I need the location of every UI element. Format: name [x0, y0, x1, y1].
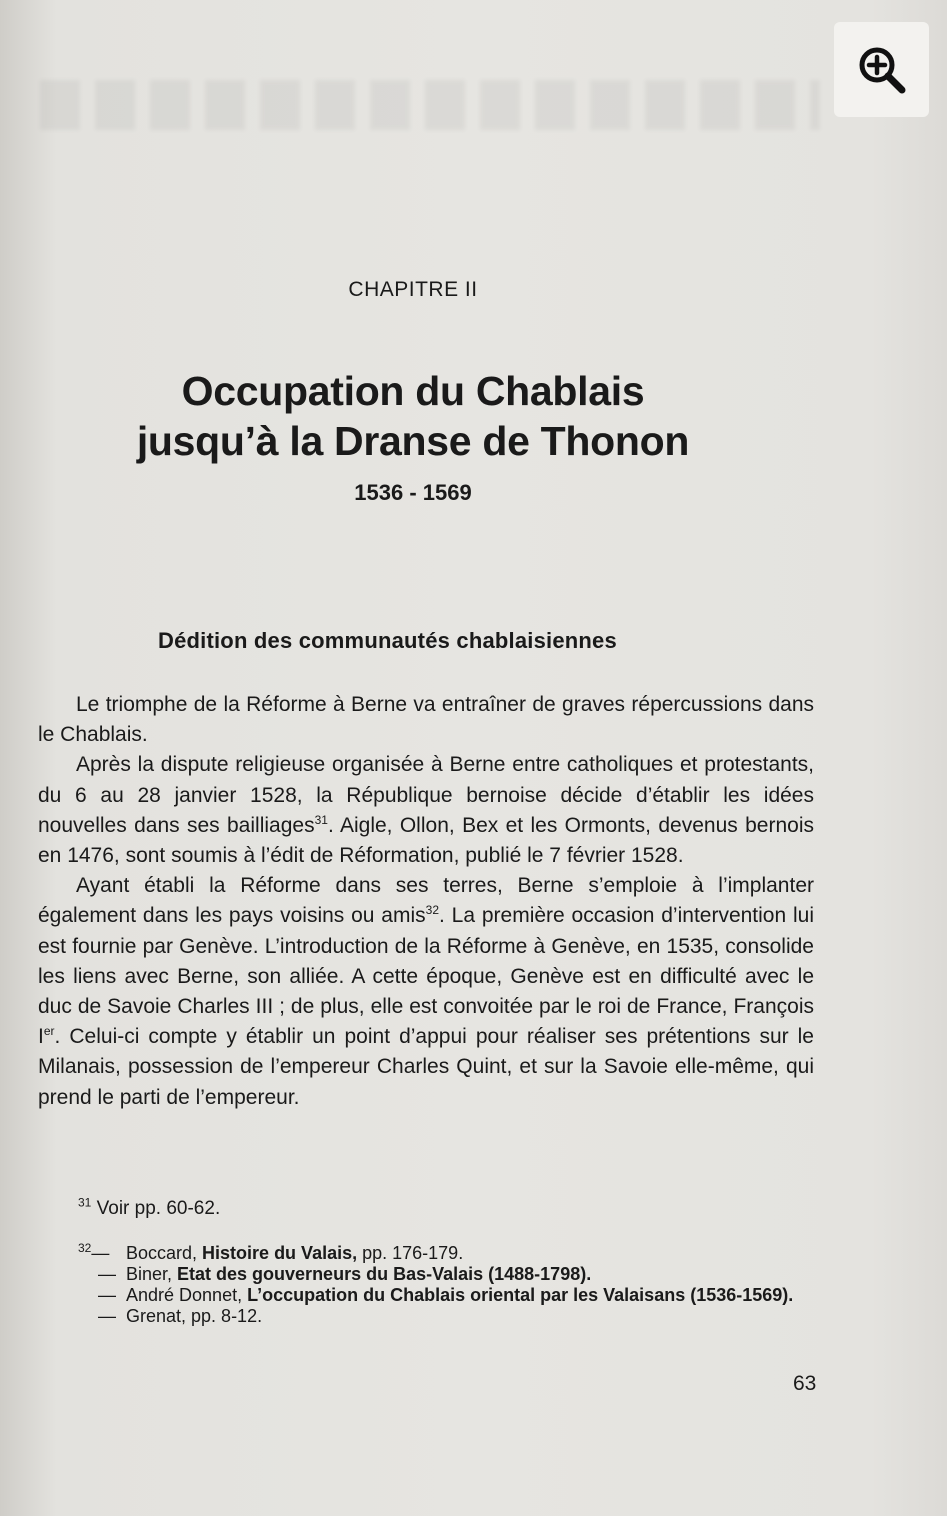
paragraph-3: Ayant établi la Réforme dans ses terres, Berne s’emploie à l’implanter également dans les pays voisins ou amis$^{32}$. La première occasion d’intervention lui est fournie par Genève. L’introduction de la Réforme à Genève, en 1535, consolide les liens avec Berne, son alliée. A cette époque, Genève est en difficulté avec le duc de Savoie Charles III ; de plus, elle est convoitée par le roi de France, François Ier. Celui-ci compte y établir un point d’appui pour réaliser ses prétentions sur le Milanais, possession de l’empereur Charles Quint, et sur la Savoie elle-même, qui prend le parti de l’empereur.	[38, 874, 814, 1109]
bleed-through-text	[40, 80, 820, 130]
footnote-32-item: — Grenat, pp. 8-12.	[98, 1306, 263, 1326]
page-number: 63	[793, 1372, 817, 1395]
chapter-title-line-1: Occupation du Chablais	[181, 368, 645, 414]
paragraph-1: Le triomphe de la Réforme à Berne va entraîner de graves répercussions dans le Chablais.	[38, 693, 814, 747]
footnote-32-item: $^{32}$— Boccard, Histoire du Valais, pp. 176-179.	[78, 1241, 464, 1263]
footnote-31: $^{31}$ Voir pp. 60-62.	[78, 1195, 221, 1219]
body-text	[38, 690, 814, 1113]
zoom-in-button[interactable]	[834, 22, 929, 117]
footnote-ref-32: 32	[425, 903, 440, 918]
footnote-32	[78, 1243, 818, 1327]
chapter-years: 1536 - 1569	[354, 480, 472, 505]
chapter-label: CHAPITRE II	[348, 278, 478, 301]
section-title: Dédition des communautés chablaisiennes	[158, 628, 617, 653]
zoom-in-icon	[856, 44, 908, 96]
footnote-ref-31: 31	[314, 812, 328, 827]
chapter-title-line-2: jusqu’à la Dranse de Thonon	[136, 418, 690, 464]
superscript-er: er	[43, 1024, 55, 1039]
footnote-32-item: — André Donnet, L’occupation du Chablais oriental par les Valaisans (1536-1569).	[98, 1285, 794, 1305]
footnote-32-item: — Biner, Etat des gouverneurs du Bas-Valais (1488-1798).	[98, 1264, 592, 1284]
paragraph-2: Après la dispute religieuse organisée à Berne entre catholiques et protestants, du 6 au 28 janvier 1528, la République bernoise décide d’établir les idées nouvelles dans ses bailliages$^{31}$. Aigle, Ollon, Bex et les Ormonts, devenus bernois en 1476, sont soumis à l’édit de Réformation, publié le 7 février 1528.	[38, 753, 815, 868]
